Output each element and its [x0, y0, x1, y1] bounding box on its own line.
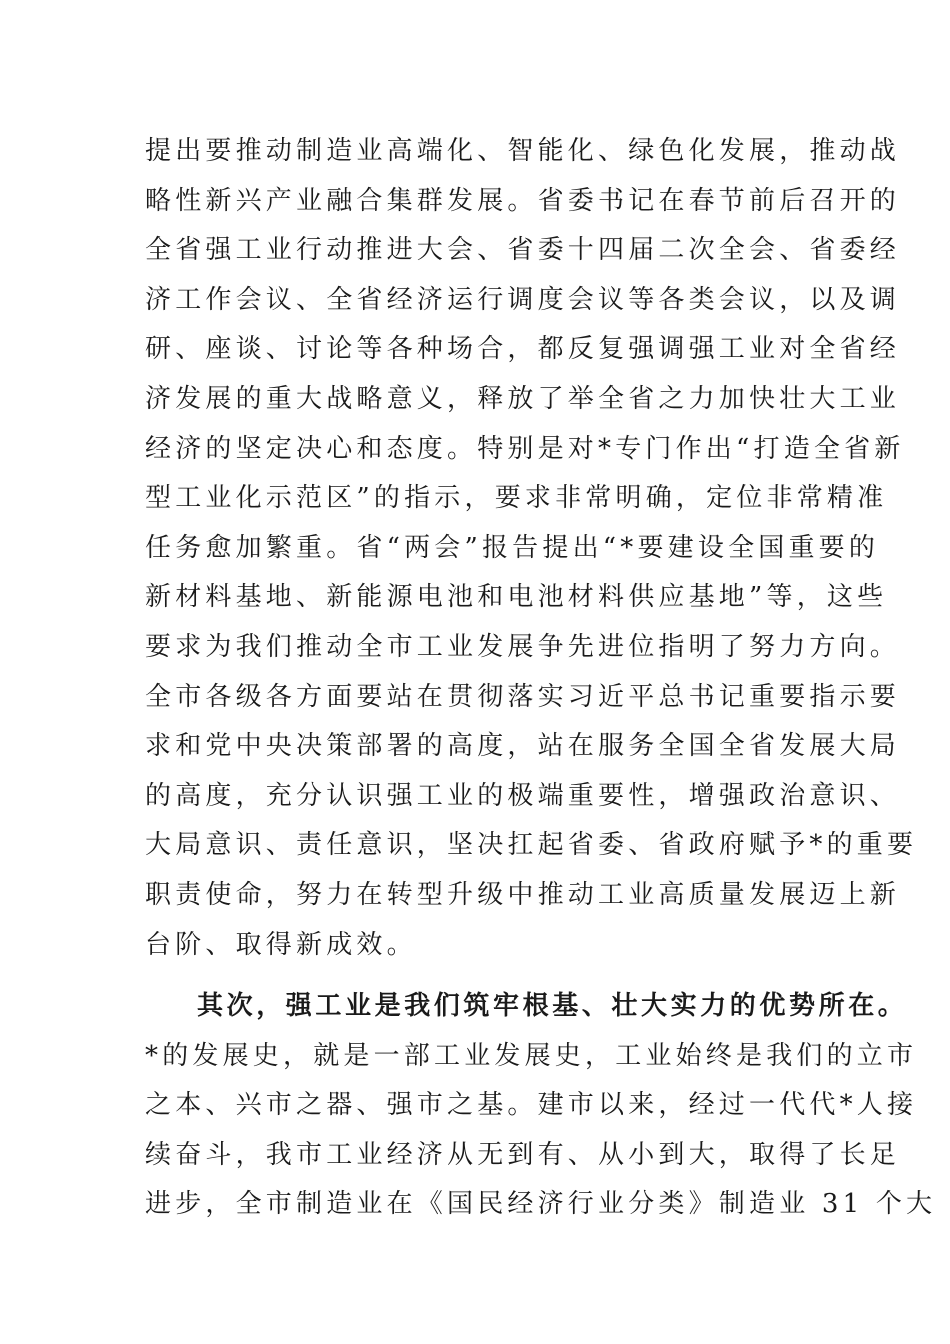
paragraph-line: 经济的坚定决心和态度。特别是对*专门作出“打造全省新: [145, 433, 905, 464]
paragraph-line: *的发展史，就是一部工业发展史，工业始终是我们的立市: [145, 1040, 918, 1071]
paragraph-line: 续奋斗，我市工业经济从无到有、从小到大，取得了长足: [145, 1139, 901, 1170]
paragraph-spacer: [145, 970, 835, 982]
paragraph-line: 济发展的重大战略意义，释放了举全省之力加快壮大工业: [145, 383, 901, 414]
paragraph-line: 型工业化示范区”的指示，要求非常明确，定位非常精准: [145, 483, 888, 514]
paragraph-line: 全市各级各方面要站在贯彻落实习近平总书记重要指示要: [145, 681, 901, 712]
paragraph-line: 全省强工业行动推进大会、省委十四届二次全会、省委经: [145, 235, 901, 266]
paragraph-line: 任务愈加繁重。省“两会”报告提出“*要建设全国重要的: [145, 532, 880, 563]
paragraph-line: 职责使命，努力在转型升级中推动工业高质量发展迈上新: [145, 879, 901, 910]
paragraph-line: 新材料基地、新能源电池和电池材料供应基地”等，这些: [145, 582, 888, 613]
paragraph-line: 研、座谈、讨论等各种场合，都反复强调强工业对全省经: [145, 334, 901, 365]
paragraph-line: 济工作会议、全省经济运行调度会议等各类会议，以及调: [145, 284, 901, 315]
paragraph-line: 的高度，充分认识强工业的极端重要性，增强政治意识、: [145, 780, 901, 811]
paragraph-line: 求和党中央决策部署的高度，站在服务全国全省发展大局: [145, 731, 901, 762]
paragraph-line: 进步，全市制造业在《国民经济行业分类》制造业 31 个大: [145, 1189, 937, 1220]
paragraph-line: 大局意识、责任意识，坚决扛起省委、省政府赋予*的重要: [145, 830, 918, 861]
paragraph-line: 之本、兴市之器、强市之基。建市以来，经过一代代*人接: [145, 1090, 918, 1121]
bold-paragraph-heading: 其次，强工业是我们筑牢根基、壮大实力的优势所在。: [197, 991, 908, 1022]
paragraph-line: 要求为我们推动全市工业发展争先进位指明了努力方向。: [145, 631, 901, 662]
document-body: [145, 127, 937, 1230]
paragraph-line: 台阶、取得新成效。: [145, 929, 417, 960]
paragraph-line: 提出要推动制造业高端化、智能化、绿色化发展，推动战: [145, 136, 901, 166]
paragraph-line: 略性新兴产业融合集群发展。省委书记在春节前后召开的: [145, 185, 901, 216]
